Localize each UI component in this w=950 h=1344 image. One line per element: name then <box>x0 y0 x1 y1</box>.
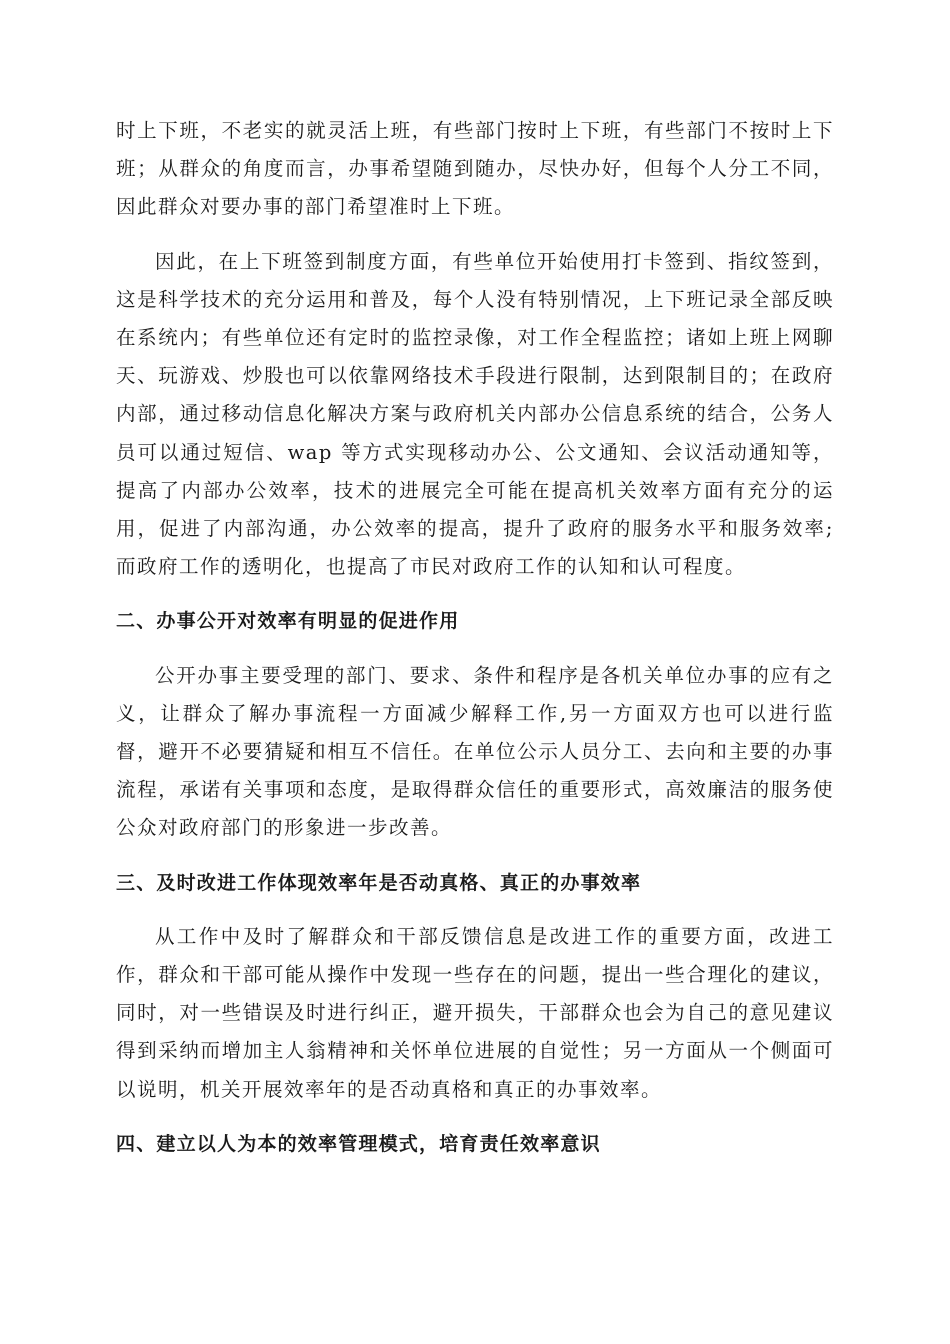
paragraph-improve-work: 从工作中及时了解群众和干部反馈信息是改进工作的重要方面，改进工作，群众和干部可能从操作中发现一些存在的问题，提出一些合理化的建议，同时，对一些错误及时进行纠正，避开损失，干部群众也会为自己的意见建议得到采纳而增加主人翁精神和关怀单位进展的自觉性；另一方面从一个侧面可以说明，机关开展效率年的是否动真格和真正的办事效率。 <box>116 924 834 1101</box>
document-body <box>116 112 834 1179</box>
section-heading-2: 二、办事公开对效率有明显的促进作用 <box>116 610 460 633</box>
paragraph-sign-in-system: 因此，在上下班签到制度方面，有些单位开始使用打卡签到、指纹签到，这是科学技术的充分运用和普及，每个人没有特别情况，上下班记录全部反映在系统内；有些单位还有定时的监控录像，对工作全程监控；诸如上班上网聊天、玩游戏、炒股也可以依靠网络技术手段进行限制，达到限制目的；在政府内部，通过移动信息化解决方案与政府机关内部办公信息系统的结合，公务人员可以通过短信、wap 等方式实现移动办公、公文通知、会议活动通知等，提高了内部办公效率，技术的进展完全可能在提高机关效率方面有充分的运用，促进了内部沟通，办公效率的提高，提升了政府的服务水平和服务效率;而政府工作的透明化，也提高了市民对政府工作的认知和认可程度。 <box>116 249 834 579</box>
section-heading-3: 三、及时改进工作体现效率年是否动真格、真正的办事效率 <box>116 871 642 894</box>
paragraph-open-affairs: 公开办事主要受理的部门、要求、条件和程序是各机关单位办事的应有之义，让群众了解办事流程一方面减少解释工作,另一方面双方也可以进行监督，避开不必要猜疑和相互不信任。在单位公示人员分工、去向和主要的办事流程，承诺有关事项和态度，是取得群众信任的重要形式，高效廉洁的服务使公众对政府部门的形象进一步改善。 <box>116 663 834 840</box>
section-heading-4: 四、建立以人为本的效率管理模式，培育责任效率意识 <box>116 1132 601 1155</box>
paragraph-continued: 时上下班，不老实的就灵活上班，有些部门按时上下班，有些部门不按时上下班；从群众的角度而言，办事希望随到随办，尽快办好，但每个人分工不同，因此群众对要办事的部门希望准时上下班。 <box>116 119 834 219</box>
